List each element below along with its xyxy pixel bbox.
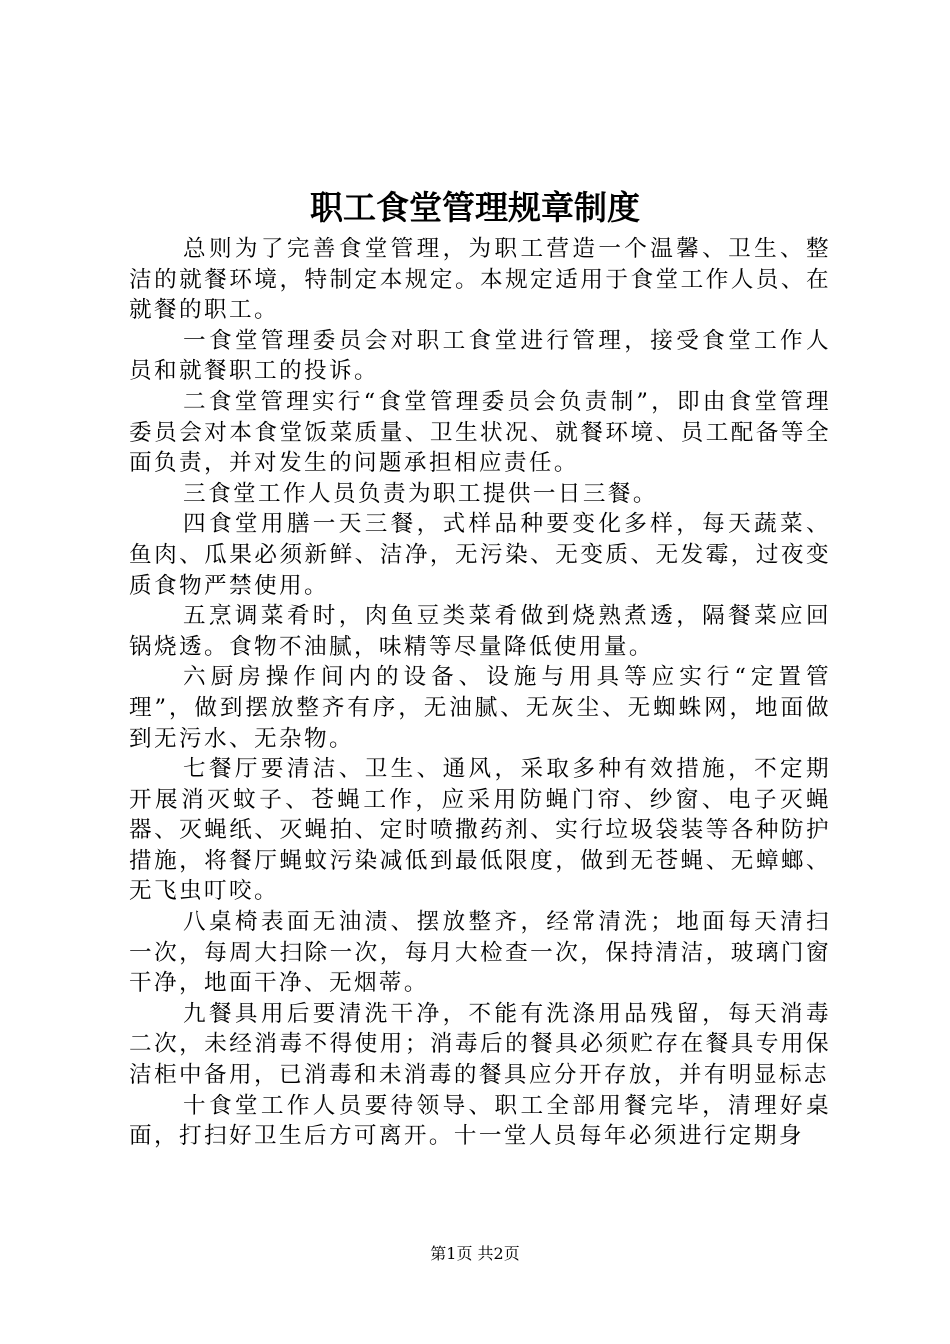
paragraph-8: 八桌椅表面无油渍、摆放整齐，经常清洗；地面每天清扫一次，每周大扫除一次，每月大检查一次，保持清洁，玻璃门窗干净，地面干净、无烟蒂。 <box>129 909 831 997</box>
paragraph-2: 二食堂管理实行“食堂管理委员会负责制”，即由食堂管理委员会对本食堂饭菜质量、卫生状况、就餐环境、员工配备等全面负责，并对发生的问题承担相应责任。 <box>129 388 831 477</box>
paragraph-6: 六厨房操作间内的设备、设施与用具等应实行“定置管理”，做到摆放整齐有序，无油腻、无灰尘、无蜘蛛网，地面做到无污水、无杂物。 <box>129 664 831 752</box>
paragraph-7: 七餐厅要清洁、卫生、通风，采取多种有效措施，不定期开展消灭蚊子、苍蝇工作，应采用防蝇门帘、纱窗、电子灭蝇器、灭蝇纸、灭蝇拍、定时喷撒药剂、实行垃圾袋装等各种防护措施，将餐厅蝇蚊污染减低到最低限度，做到无苍蝇、无蟑螂、无飞虫叮咬。 <box>129 756 831 905</box>
paragraph-3: 三食堂工作人员负责为职工提供一日三餐。 <box>183 480 658 507</box>
paragraph-9: 九餐具用后要清洗干净，不能有洗涤用品残留，每天消毒二次，未经消毒不得使用；消毒后的餐具必须贮存在餐具专用保洁柜中备用，已消毒和未消毒的餐具应分开存放，并有明显标志 <box>129 1000 831 1089</box>
paragraph-4: 四食堂用膳一天三餐，式样品种要变化多样，每天蔬菜、鱼肉、瓜果必须新鲜、洁净，无污染、无变质、无发霉，过夜变质食物严禁使用。 <box>129 511 831 599</box>
paragraph-1: 一食堂管理委员会对职工食堂进行管理，接受食堂工作人员和就餐职工的投诉。 <box>129 327 831 385</box>
document-title: 职工食堂管理规章制度 <box>310 188 640 227</box>
document-body <box>129 234 831 1152</box>
paragraph-5: 五烹调菜肴时，肉鱼豆类菜肴做到烧熟煮透，隔餐菜应回锅烧透。食物不油腻，味精等尽量降低使用量。 <box>129 603 831 660</box>
paragraph-10: 十食堂工作人员要待领导、职工全部用餐完毕，清理好桌面，打扫好卫生后方可离开。十一堂人员每年必须进行定期身 <box>129 1092 831 1150</box>
paragraph-general: 总则为了完善食堂管理，为职工营造一个温馨、卫生、整洁的就餐环境，特制定本规定。本规定适用于食堂工作人员、在就餐的职工。 <box>129 236 831 324</box>
page-number-footer: 第1页 共2页 <box>430 1244 520 1263</box>
